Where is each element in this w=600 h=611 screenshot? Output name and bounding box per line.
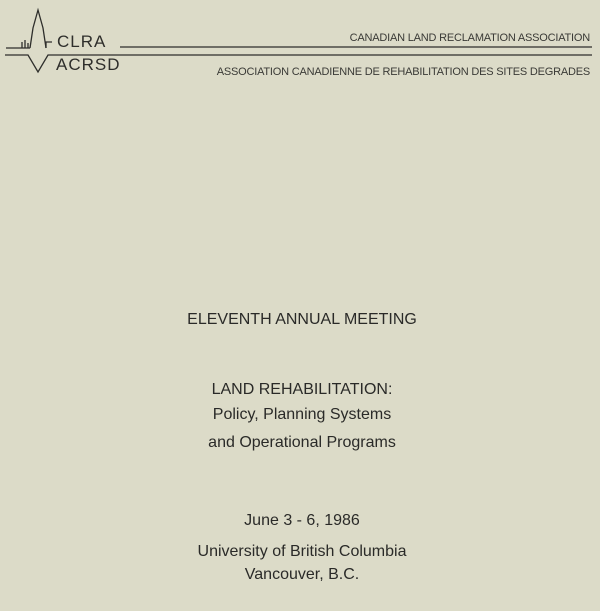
meeting-date: June 3 - 6, 1986 [244, 512, 360, 529]
logo-abbr-en: CLRA [57, 32, 107, 51]
org-name-en: CANADIAN LAND RECLAMATION ASSOCIATION [349, 32, 590, 44]
venue-line-1: University of British Columbia [197, 543, 407, 560]
title-line-1: LAND REHABILITATION: [211, 381, 393, 398]
title-line-3: and Operational Programs [208, 434, 396, 451]
logo-abbr-fr: ACRSD [56, 55, 121, 74]
meeting-title: ELEVENTH ANNUAL MEETING [187, 311, 417, 328]
venue-line-2: Vancouver, B.C. [244, 566, 360, 583]
title-line-2: Policy, Planning Systems [212, 406, 392, 423]
org-name-fr: ASSOCIATION CANADIENNE DE REHABILITATION DES SITES DEGRADES [216, 66, 590, 78]
